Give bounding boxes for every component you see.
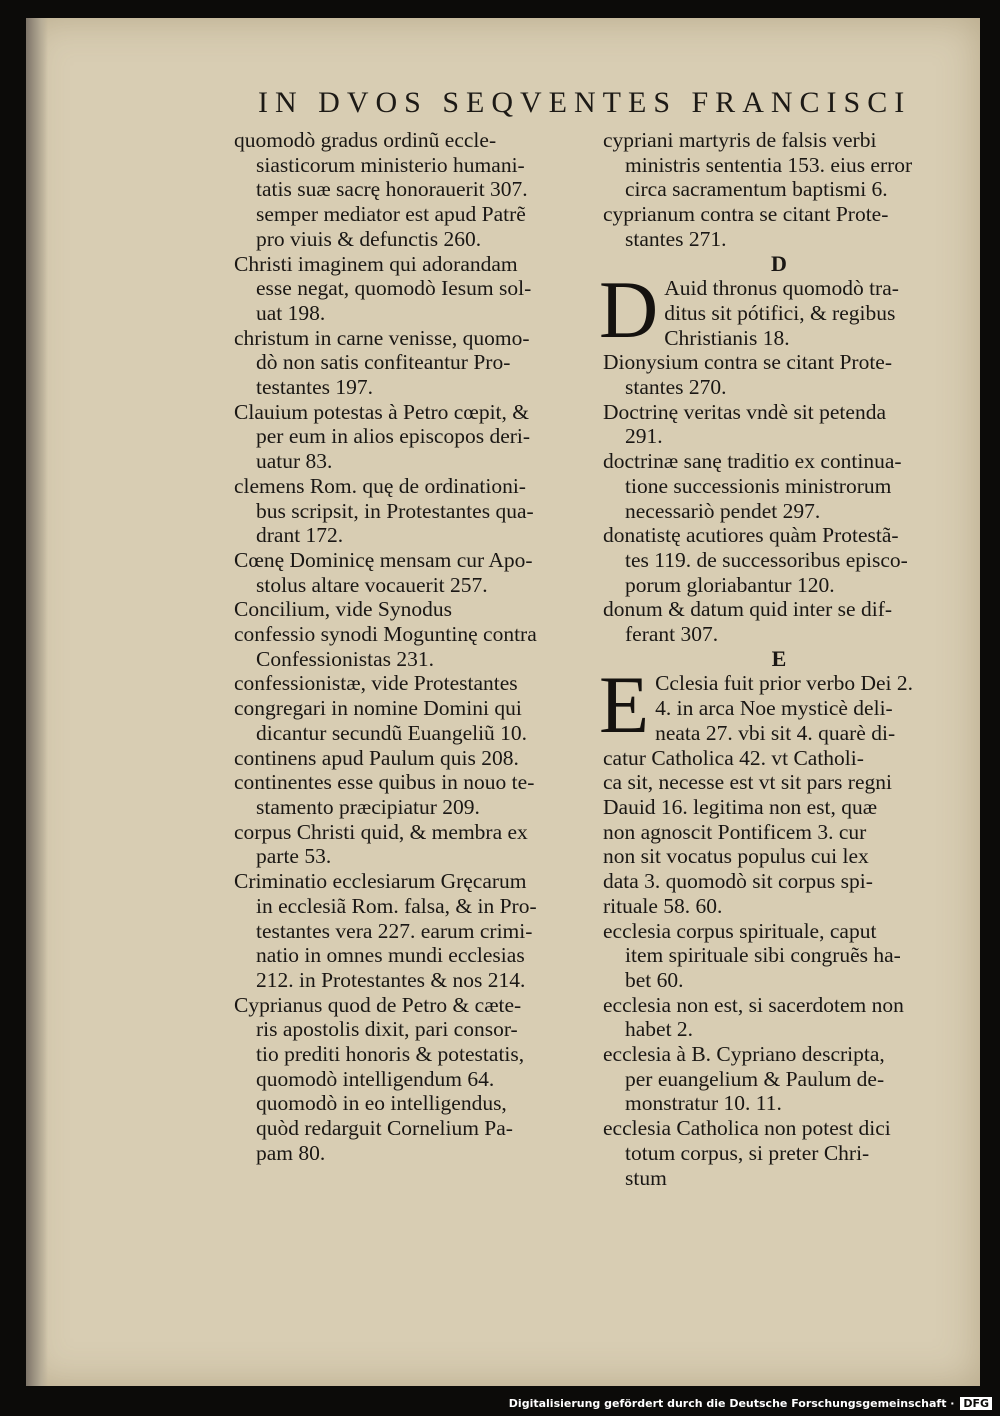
index-entry-line: clemens Rom. quę de ordinationi- bbox=[234, 473, 526, 498]
index-entry-line: tione successionis ministrorum bbox=[625, 473, 892, 498]
index-entry bbox=[234, 820, 596, 869]
index-entry bbox=[234, 326, 596, 400]
index-entry-line: continens apud Paulum quis 208. bbox=[234, 745, 519, 770]
index-entry-line: data 3. quomodò sit corpus spi- bbox=[603, 869, 873, 894]
index-entry-line: Christi imaginem qui adorandam bbox=[234, 251, 518, 276]
index-entry bbox=[234, 770, 596, 819]
index-column-left bbox=[234, 128, 596, 1166]
index-entry bbox=[603, 919, 955, 993]
index-entry-line: uat 198. bbox=[256, 300, 326, 325]
index-entry bbox=[603, 449, 955, 523]
index-entry-line: non sit vocatus populus cui lex bbox=[603, 844, 869, 869]
index-entry-line: Clauium potestas à Petro cœpit, & bbox=[234, 399, 529, 424]
index-entry-line: Cyprianus quod de Petro & cæte- bbox=[234, 992, 522, 1017]
index-entry-line: dicantur secundũ Euangeliũ 10. bbox=[256, 720, 528, 745]
index-entry-line: Auid thronus quomodò tra- bbox=[664, 276, 899, 301]
index-entry-line: ecclesia corpus spirituale, caput bbox=[603, 918, 877, 943]
index-entry-line: stamento præcipiatur 209. bbox=[256, 794, 480, 819]
index-entry bbox=[599, 659, 955, 918]
index-entry-line: ditus sit pótifici, & regibus bbox=[664, 300, 896, 325]
index-entry-line: donum & datum quid inter se dif- bbox=[603, 597, 893, 622]
index-entry-line: totum corpus, si preter Chri- bbox=[625, 1140, 870, 1165]
running-head: IN DVOS SEQVENTES FRANCISCI bbox=[258, 86, 912, 119]
index-entry-line: natio in omnes mundi ecclesias bbox=[256, 943, 525, 968]
index-entry-line: confessionistæ, vide Protestantes bbox=[234, 671, 518, 696]
index-entry-line: corpus Christi quid, & membra ex bbox=[234, 819, 528, 844]
index-entry-line: siasticorum ministerio humani- bbox=[256, 152, 525, 177]
index-entry-line: per euangelium & Paulum de- bbox=[625, 1066, 885, 1091]
funding-footer bbox=[509, 1397, 992, 1410]
index-entry bbox=[603, 523, 955, 597]
index-entry-line: ferant 307. bbox=[625, 622, 719, 647]
index-entry bbox=[234, 597, 596, 622]
index-entry-line: tatis suæ sacrę honorauerit 307. bbox=[256, 177, 528, 202]
index-entry-line: necessariò pendet 297. bbox=[625, 498, 821, 523]
index-entry-line: item spirituale sibi congruẽs ha- bbox=[625, 943, 901, 968]
dfg-logo: DFG bbox=[960, 1397, 992, 1410]
index-entry-line: non agnoscit Pontificem 3. cur bbox=[603, 819, 867, 844]
funding-note: Digitalisierung gefördert durch die Deutsche Forschungsgemeinschaft · bbox=[508, 1397, 955, 1410]
letter-heading: E bbox=[771, 645, 787, 671]
index-entry-line: bus scripsit, in Protestantes qua- bbox=[256, 498, 534, 523]
index-entry-line: pro viuis & defunctis 260. bbox=[256, 226, 482, 251]
index-entry-line: bet 60. bbox=[625, 967, 684, 992]
index-entry bbox=[234, 400, 596, 474]
index-entry bbox=[234, 252, 596, 326]
index-entry bbox=[234, 696, 596, 745]
index-entry-line: cypriani martyris de falsis verbi bbox=[603, 128, 877, 152]
index-entry-line: 4. in arca Noe mysticè deli- bbox=[655, 696, 893, 721]
index-entry-line: Confessionistas 231. bbox=[256, 646, 434, 671]
index-entry-line: monstratur 10. 11. bbox=[625, 1091, 782, 1116]
index-entry bbox=[234, 993, 596, 1166]
index-entry-line: esse negat, quomodò Iesum sol- bbox=[256, 276, 532, 301]
index-entry-line: donatistę acutiores quàm Protestã- bbox=[603, 523, 899, 548]
index-entry bbox=[234, 671, 596, 696]
index-entry-line: parte 53. bbox=[256, 844, 332, 869]
index-entry-line: semper mediator est apud Patrẽ bbox=[256, 202, 526, 227]
index-entry-line: continentes esse quibus in nouo te- bbox=[234, 770, 535, 795]
index-entry bbox=[603, 400, 955, 449]
index-entry bbox=[603, 128, 955, 202]
index-entry-line: uatur 83. bbox=[256, 449, 333, 474]
index-entry-line: stantes 270. bbox=[625, 375, 727, 400]
index-entry bbox=[603, 350, 955, 399]
index-entry-line: 212. in Protestantes & nos 214. bbox=[256, 967, 526, 992]
index-entry bbox=[234, 548, 596, 597]
index-entry-line: ministris sententia 153. eius error bbox=[625, 152, 913, 177]
index-entry-line: in ecclesiã Rom. falsa, & in Pro- bbox=[256, 893, 537, 918]
index-entry-line: circa sacramentum baptismi 6. bbox=[625, 177, 888, 202]
index-entry bbox=[234, 622, 596, 671]
index-entry bbox=[603, 1042, 955, 1116]
index-entry-line: testantes 197. bbox=[256, 375, 374, 400]
index-entry-line: stolus altare vocauerit 257. bbox=[256, 572, 488, 597]
index-entry-line: pam 80. bbox=[256, 1140, 326, 1165]
index-entry-line: dò non satis confiteantur Pro- bbox=[256, 350, 511, 375]
index-entry bbox=[234, 474, 596, 548]
index-entry bbox=[603, 597, 955, 646]
index-entry-line: rituale 58. 60. bbox=[603, 893, 723, 918]
index-entry-line: Concilium, vide Synodus bbox=[234, 597, 452, 622]
index-entry-line: quòd redarguit Cornelium Pa- bbox=[256, 1116, 513, 1141]
drop-cap: E bbox=[599, 659, 650, 751]
index-entry-line: catur Catholica 42. vt Catholi- bbox=[603, 745, 864, 770]
index-entry-line: Dionysium contra se citant Prote- bbox=[603, 350, 892, 375]
index-entry-line: neata 27. vbi sit 4. quarè di- bbox=[655, 720, 896, 745]
index-entry-line: ecclesia non est, si sacerdotem non bbox=[603, 992, 904, 1017]
index-entry-line: ecclesia Catholica non potest dici bbox=[603, 1116, 891, 1141]
drop-cap: D bbox=[599, 264, 659, 356]
index-entry bbox=[234, 128, 596, 252]
index-entry bbox=[234, 746, 596, 771]
index-entry-line: quomodò intelligendum 64. bbox=[256, 1066, 495, 1091]
index-entry-line: Cœnę Dominicę mensam cur Apo- bbox=[234, 547, 533, 572]
index-entry-line: Doctrinę veritas vndè sit petenda bbox=[603, 399, 886, 424]
index-entry-line: Cclesia fuit prior verbo Dei 2. bbox=[655, 671, 914, 696]
index-entry-line: 291. bbox=[625, 424, 663, 449]
index-entry bbox=[234, 869, 596, 993]
index-entry bbox=[603, 1116, 955, 1190]
index-entry-line: ris apostolis dixit, pari consor- bbox=[256, 1017, 518, 1042]
page-gutter-shadow bbox=[26, 18, 48, 1386]
index-entry-line: congregari in nomine Domini qui bbox=[234, 696, 522, 721]
index-entry-line: Christianis 18. bbox=[664, 325, 790, 350]
index-entry-line: quomodò in eo intelligendus, bbox=[256, 1091, 507, 1116]
index-entry-line: quomodò gradus ordinũ eccle- bbox=[234, 128, 497, 152]
index-entry-line: christum in carne venisse, quomo- bbox=[234, 325, 530, 350]
index-entry-line: ecclesia à B. Cypriano descripta, bbox=[603, 1042, 885, 1067]
letter-heading: D bbox=[771, 250, 787, 276]
index-entry bbox=[603, 202, 955, 251]
index-entry bbox=[603, 993, 955, 1042]
index-entry-line: drant 172. bbox=[256, 523, 344, 548]
index-entry-line: tes 119. de successoribus episco- bbox=[625, 547, 908, 572]
index-column-right bbox=[599, 128, 955, 1190]
index-entry-line: habet 2. bbox=[625, 1017, 694, 1042]
index-entry-line: cyprianum contra se citant Prote- bbox=[603, 202, 889, 227]
index-entry-line: stum bbox=[625, 1165, 667, 1190]
index-entry-line: Criminatio ecclesiarum Gręcarum bbox=[234, 869, 527, 894]
index-entry-line: ca sit, necesse est vt sit pars regni bbox=[603, 770, 892, 795]
index-entry-line: tio prediti honoris & potestatis, bbox=[256, 1042, 525, 1067]
index-entry-line: testantes vera 227. earum crimi- bbox=[256, 918, 533, 943]
index-entry-line: doctrinæ sanę traditio ex continua- bbox=[603, 449, 902, 474]
index-entry-line: per eum in alios episcopos deri- bbox=[256, 424, 531, 449]
index-entry bbox=[599, 264, 955, 356]
index-entry-line: Dauid 16. legitima non est, quæ bbox=[603, 794, 878, 819]
index-entry-line: porum gloriabantur 120. bbox=[625, 572, 835, 597]
index-entry-line: confessio synodi Moguntinę contra bbox=[234, 622, 537, 647]
index-entry-line: stantes 271. bbox=[625, 226, 727, 251]
